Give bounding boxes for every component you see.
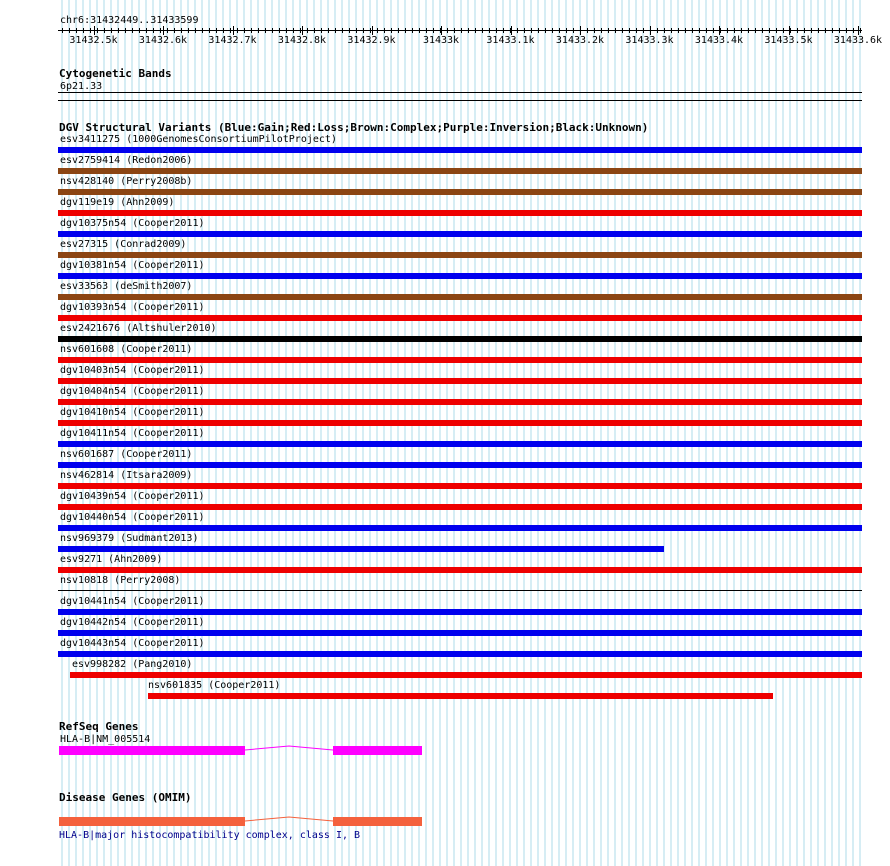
ruler-minor-tick [622,28,623,33]
omim-gene-model[interactable] [0,811,890,831]
variant-bar[interactable] [58,609,862,615]
ruler-minor-tick [818,28,819,33]
ruler-tick-label: 31432.9k [347,35,396,46]
ruler-minor-tick [335,28,336,33]
ruler-minor-tick [349,28,350,33]
ruler-minor-tick [461,28,462,33]
ruler-minor-tick [188,28,189,33]
ruler-minor-tick [440,28,441,33]
ruler-minor-tick [195,28,196,33]
ruler-minor-tick [398,28,399,33]
variant-label[interactable]: dgv10393n54 (Cooper2011) [60,302,205,313]
location-label: chr6:31432449..31433599 [60,15,199,26]
variant-bar[interactable] [58,294,862,300]
ruler-minor-tick [279,28,280,33]
ruler-minor-tick [706,28,707,33]
ruler-minor-tick [419,28,420,33]
ruler-tick-label: 31433.1k [486,35,535,46]
ruler-minor-tick [762,28,763,33]
variant-label[interactable]: dgv10411n54 (Cooper2011) [60,428,205,439]
variant-label[interactable]: esv33563 (deSmith2007) [60,281,193,292]
variant-bar[interactable] [58,483,862,489]
variant-bar[interactable] [58,546,664,552]
ruler-tick [372,26,373,35]
refseq-gene-label[interactable]: HLA-B|NM_005514 [60,734,151,745]
ruler-minor-tick [90,28,91,33]
ruler-minor-tick [265,28,266,33]
ruler-minor-tick [160,28,161,33]
ruler-minor-tick [629,28,630,33]
variant-bar[interactable] [70,672,862,678]
ruler-tick [302,26,303,35]
ruler-minor-tick [685,28,686,33]
variant-label[interactable]: dgv10440n54 (Cooper2011) [60,512,205,523]
ruler-minor-tick [62,28,63,33]
ruler-minor-tick [580,28,581,33]
ruler-minor-tick [377,28,378,33]
ruler-minor-tick [853,28,854,33]
variant-bar[interactable] [58,168,862,174]
ruler-minor-tick [258,28,259,33]
ruler-minor-tick [496,28,497,33]
ruler-minor-tick [860,28,861,33]
ruler-minor-tick [531,28,532,33]
ruler-tick-label: 31433.6k [833,35,883,46]
ruler-minor-tick [475,28,476,33]
ruler-minor-tick [125,28,126,33]
ruler-minor-tick [468,28,469,33]
ruler-minor-tick [734,28,735,33]
ruler-minor-tick [447,28,448,33]
variant-label[interactable]: dgv119e19 (Ahn2009) [60,197,175,208]
ruler-minor-tick [167,28,168,33]
ruler-minor-tick [790,28,791,33]
ruler-minor-tick [97,28,98,33]
ruler-minor-tick [671,28,672,33]
ruler-minor-tick [839,28,840,33]
omim-intron [245,817,333,821]
ruler-minor-tick [552,28,553,33]
ruler-tick-label: 31433.2k [555,35,605,46]
variant-bar[interactable] [148,693,773,699]
ruler-minor-tick [664,28,665,33]
omim-track-title: Disease Genes (OMIM) [59,791,192,804]
ruler-minor-tick [426,28,427,33]
variant-label[interactable]: esv2421676 (Altshuler2010) [60,323,217,334]
variant-label[interactable]: dgv10410n54 (Cooper2011) [60,407,205,418]
ruler-minor-tick [307,28,308,33]
ruler-minor-tick [104,28,105,33]
ruler-minor-tick [230,28,231,33]
ruler-minor-tick [566,28,567,33]
ruler-minor-tick [643,28,644,33]
variant-bar[interactable] [58,147,862,153]
variant-bar[interactable] [58,378,862,384]
ruler-minor-tick [517,28,518,33]
ruler-minor-tick [804,28,805,33]
refseq-exon-2 [333,746,422,755]
variant-bar[interactable] [58,525,862,531]
ruler-minor-tick [489,28,490,33]
ruler-minor-tick [482,28,483,33]
ruler-minor-tick [405,28,406,33]
variant-label[interactable]: dgv10381n54 (Cooper2011) [60,260,205,271]
variant-label[interactable]: esv3411275 (1000GenomesConsortiumPilotProject) [60,134,337,145]
omim-exon-2 [333,817,422,826]
ruler-minor-tick [748,28,749,33]
ruler-minor-tick [720,28,721,33]
ruler-minor-tick [174,28,175,33]
ruler-minor-tick [181,28,182,33]
ruler-minor-tick [559,28,560,33]
ruler-minor-tick [272,28,273,33]
ruler-minor-tick [321,28,322,33]
ruler-tick-label: 31432.5k [69,35,118,46]
ruler-minor-tick [524,28,525,33]
dgv-track-title: DGV Structural Variants (Blue:Gain;Red:Loss;Brown:Complex;Purple:Inversion;Black:Unknown) [59,121,649,134]
ruler-minor-tick [846,28,847,33]
ruler-minor-tick [286,28,287,33]
variant-label[interactable]: nsv601835 (Cooper2011) [148,680,281,691]
variant-bar[interactable] [58,231,862,237]
ruler-minor-tick [216,28,217,33]
ruler-minor-tick [251,28,252,33]
variant-bar[interactable] [58,210,862,216]
ruler-minor-tick [503,28,504,33]
ruler-minor-tick [587,28,588,33]
ruler-minor-tick [510,28,511,33]
variant-bar[interactable] [58,315,862,321]
variant-bar[interactable] [58,504,862,510]
ruler-minor-tick [769,28,770,33]
ruler-minor-tick [699,28,700,33]
ruler-tick-label: 31433.5k [764,35,813,46]
ruler-tick [94,26,95,35]
ruler-minor-tick [538,28,539,33]
ruler-minor-tick [650,28,651,33]
ruler-minor-tick [391,28,392,33]
ruler-tick [441,26,442,35]
ruler-minor-tick [356,28,357,33]
ruler-minor-tick [118,28,119,33]
ruler-minor-tick [573,28,574,33]
ruler-tick-label: 31432.7k [208,35,257,46]
variant-label[interactable]: esv998282 (Pang2010) [72,659,193,670]
variant-label[interactable]: dgv10404n54 (Cooper2011) [60,386,205,397]
ruler-minor-tick [76,28,77,33]
cytoband-title: Cytogenetic Bands [59,67,172,80]
variant-bar[interactable] [58,357,862,363]
variant-line[interactable] [58,590,862,591]
variant-label[interactable]: esv2759414 (Redon2006) [60,155,193,166]
ruler-minor-tick [139,28,140,33]
variant-bar[interactable] [58,399,862,405]
ruler-minor-tick [293,28,294,33]
ruler-tick [163,26,164,35]
refseq-exon-1 [59,746,245,755]
variant-bar[interactable] [58,189,862,195]
ruler-minor-tick [692,28,693,33]
ruler-minor-tick [454,28,455,33]
variant-label[interactable]: dgv10439n54 (Cooper2011) [60,491,205,502]
variant-bar[interactable] [58,441,862,447]
ruler-minor-tick [202,28,203,33]
ruler-minor-tick [601,28,602,33]
ruler-minor-tick [69,28,70,33]
ruler-tick-label: 31433.3k [625,35,674,46]
refseq-track-title: RefSeq Genes [59,720,139,733]
variant-label[interactable]: dgv10403n54 (Cooper2011) [60,365,205,376]
omim-exon-1 [59,817,245,826]
variant-bar[interactable] [58,336,862,342]
ruler-minor-tick [825,28,826,33]
ruler-minor-tick [342,28,343,33]
variant-label[interactable]: esv9271 (Ahn2009) [60,554,163,565]
ruler-minor-tick [832,28,833,33]
ruler-minor-tick [237,28,238,33]
ruler-minor-tick [636,28,637,33]
ruler-minor-tick [146,28,147,33]
ruler-tick-label: 31433.4k [694,35,744,46]
ruler-minor-tick [412,28,413,33]
ruler-minor-tick [433,28,434,33]
variant-label[interactable]: nsv428140 (Perry2008b) [60,176,193,187]
ruler-minor-tick [545,28,546,33]
ruler-minor-tick [797,28,798,33]
ruler-tick-label: 31432.8k [277,35,327,46]
ruler-minor-tick [384,28,385,33]
ruler-minor-tick [83,28,84,33]
variant-bar[interactable] [58,252,862,258]
ruler-minor-tick [300,28,301,33]
variant-label[interactable]: nsv601687 (Cooper2011) [60,449,193,460]
ruler-tick [858,26,859,35]
variant-label[interactable]: nsv601608 (Cooper2011) [60,344,193,355]
omim-gene-label[interactable]: HLA-B|major histocompatibility complex, class I, B [59,830,361,841]
variant-bar[interactable] [58,462,862,468]
variant-label[interactable]: nsv462814 (Itsara2009) [60,470,193,481]
track-divider [58,100,862,101]
ruler-minor-tick [209,28,210,33]
variant-bar[interactable] [58,273,862,279]
refseq-intron [245,746,333,750]
ruler-minor-tick [132,28,133,33]
variant-label[interactable]: nsv969379 (Sudmant2013) [60,533,199,544]
variant-bar[interactable] [58,420,862,426]
ruler-minor-tick [678,28,679,33]
variant-label[interactable]: dgv10443n54 (Cooper2011) [60,638,205,649]
ruler-minor-tick [328,28,329,33]
ruler-minor-tick [608,28,609,33]
ruler-minor-tick [615,28,616,33]
variant-label[interactable]: dgv10441n54 (Cooper2011) [60,596,205,607]
cytoband-label: 6p21.33 [60,81,103,92]
ruler-minor-tick [727,28,728,33]
refseq-gene-model[interactable] [0,740,890,760]
ruler-minor-tick [811,28,812,33]
ruler-minor-tick [755,28,756,33]
variant-label[interactable]: dgv10375n54 (Cooper2011) [60,218,205,229]
ruler-minor-tick [594,28,595,33]
ruler-minor-tick [153,28,154,33]
ruler-tick-label: 31432.6k [138,35,188,46]
ruler-minor-tick [363,28,364,33]
variant-bar[interactable] [58,630,862,636]
variant-bar[interactable] [58,567,862,573]
variant-label[interactable]: esv27315 (Conrad2009) [60,239,187,250]
ruler-minor-tick [741,28,742,33]
ruler-minor-tick [314,28,315,33]
ruler-minor-tick [223,28,224,33]
ruler-minor-tick [111,28,112,33]
ruler-minor-tick [657,28,658,33]
cytoband-line [58,92,862,93]
ruler-minor-tick [370,28,371,33]
ruler-minor-tick [244,28,245,33]
ruler-minor-tick [776,28,777,33]
ruler-minor-tick [713,28,714,33]
variant-bar[interactable] [58,651,862,657]
ruler-tick [233,26,234,35]
variant-label[interactable]: dgv10442n54 (Cooper2011) [60,617,205,628]
variant-label[interactable]: nsv10818 (Perry2008) [60,575,181,586]
ruler-minor-tick [783,28,784,33]
ruler-tick-label: 31433k [422,35,460,46]
